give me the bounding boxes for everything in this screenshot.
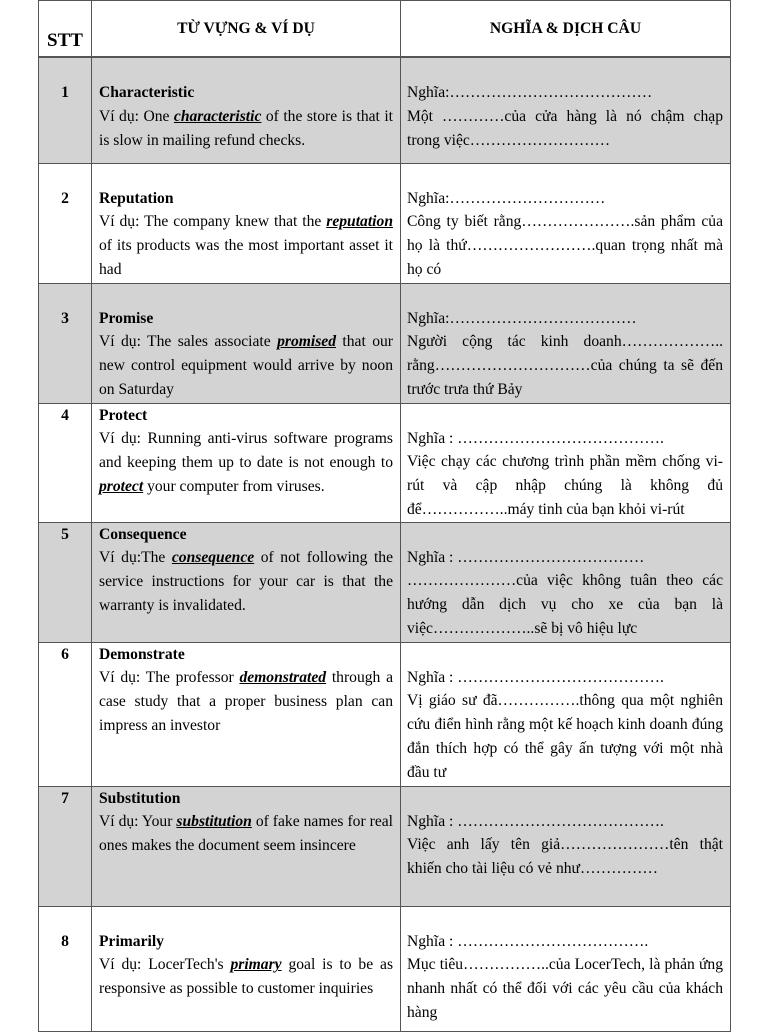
meaning-cell	[401, 283, 731, 403]
keyword: demonstrated	[239, 669, 327, 687]
meaning-line: Nghĩa:…………………………	[407, 189, 606, 207]
row-number: 6	[39, 642, 92, 786]
vocab-word: Demonstrate	[99, 645, 185, 663]
meaning-line: Nghĩa:…………………………………	[407, 84, 653, 101]
keyword: promised	[277, 333, 337, 351]
translation-line: Một …………của cửa hàng là nó chậm chạp trong việc………………………	[407, 107, 723, 149]
table-row	[39, 57, 731, 163]
example-sentence: Ví dụ: Running anti-virus software programs and keeping them up to date is not enough to protect your computer from viruses.	[99, 430, 393, 495]
table-row	[39, 642, 731, 786]
row-number: 4	[39, 403, 92, 522]
vocab-cell	[92, 642, 401, 786]
example-sentence: Ví dụ:The consequence of not following the service instructions for your car is that the warranty is invalidated.	[99, 549, 393, 615]
meaning-cell	[401, 642, 731, 786]
meaning-cell	[401, 57, 731, 163]
translation-line: Mục tiêu……………..của LocerTech, là phản ứng nhanh nhất có thể đối với các yêu cầu của khách hàng	[407, 956, 723, 1022]
meaning-line: Nghĩa:………………………………	[407, 309, 637, 327]
vocabulary-table	[38, 0, 731, 1032]
vocab-word: Protect	[99, 406, 148, 424]
meaning-line: Nghĩa : ………………………………….	[407, 668, 664, 686]
meaning-line: Nghĩa : ………………………………….	[407, 429, 664, 447]
vocab-word: Promise	[99, 309, 154, 327]
table-row	[39, 906, 731, 1031]
row-number: 5	[39, 522, 92, 642]
row-number: 7	[39, 786, 92, 906]
header-meaning: NGHĨA & DỊCH CÂU	[401, 1, 731, 58]
vocab-word: Consequence	[99, 525, 187, 543]
header-stt: STT	[39, 1, 92, 58]
vocab-cell	[92, 403, 401, 522]
meaning-cell	[401, 786, 731, 906]
vocab-cell	[92, 906, 401, 1031]
keyword: consequence	[171, 549, 255, 567]
vocab-word: Reputation	[99, 189, 174, 207]
vocab-cell	[92, 522, 401, 642]
vocab-cell	[92, 57, 401, 163]
table-row	[39, 403, 731, 522]
translation-line: …………………của việc không tuân theo các hướng dẫn dịch vụ cho xe của bạn là việc………………..sẽ bị vô hiệu lực	[407, 572, 723, 638]
vocab-word: Substitution	[99, 789, 181, 807]
keyword: reputation	[326, 213, 393, 231]
example-sentence: Ví dụ: One characteristic of the store is that it is slow in mailing refund checks.	[99, 107, 393, 149]
vocab-cell	[92, 283, 401, 403]
keyword: protect	[99, 477, 144, 495]
meaning-cell	[401, 522, 731, 642]
table-header-row	[39, 1, 731, 58]
meaning-cell	[401, 163, 731, 283]
keyword: substitution	[176, 813, 252, 831]
meaning-cell	[401, 906, 731, 1031]
header-vocab: TỪ VỰNG & VÍ DỤ	[92, 1, 401, 58]
translation-line: Việc chạy các chương trình phần mềm chống vi-rút và cập nhập chúng là không đủ để……………..máy tinh của bạn khỏi vi-rút	[407, 453, 723, 518]
row-number: 8	[39, 906, 92, 1031]
example-sentence: Ví dụ: LocerTech's primary goal is to be as responsive as possible to customer inquiries	[99, 956, 394, 998]
translation-line: Việc anh lấy tên giả…………………tên thật khiến cho tài liệu có vẻ như……………	[407, 836, 723, 878]
keyword: primary	[230, 956, 282, 974]
keyword: characteristic	[173, 107, 262, 125]
example-sentence: Ví dụ: The sales associate promised that our new control equipment would arrive by noon on Saturday	[99, 333, 393, 398]
vocab-word: Primarily	[99, 932, 164, 950]
example-sentence: Ví dụ: Your substitution of fake names for real ones makes the document seem insincere	[99, 813, 393, 855]
example-sentence: Ví dụ: The company knew that the reputation of its products was the most important asset it had	[99, 213, 393, 278]
meaning-line: Nghĩa : ………………………………….	[407, 812, 664, 830]
meaning-line: Nghĩa : ………………………………	[407, 548, 645, 566]
table-row	[39, 786, 731, 906]
example-sentence: Ví dụ: The professor demonstrated through a case study that a proper business plan can impress an investor	[99, 669, 393, 735]
vocab-cell	[92, 163, 401, 283]
translation-line: Vị giáo sư đã…………….thông qua một nghiên cứu điển hình rằng một kế hoạch kinh doanh đúng đắn thích hợp có thể gây ấn tượng với một nhà đầu tư	[407, 692, 723, 781]
table-row	[39, 283, 731, 403]
vocab-word: Characteristic	[99, 84, 195, 101]
translation-line: Người cộng tác kinh doanh……………….. rằng…………………………của chúng ta sẽ đến trước trưa thứ Bảy	[407, 333, 723, 398]
row-number: 3	[39, 283, 92, 403]
table-row	[39, 163, 731, 283]
translation-line: Công ty biết rằng………………….sản phẩm của họ là thứ…………………….quan trọng nhất mà họ có	[407, 213, 723, 278]
table-row	[39, 522, 731, 642]
row-number: 2	[39, 163, 92, 283]
meaning-cell	[401, 403, 731, 522]
meaning-line: Nghĩa : ……………………………….	[407, 932, 649, 950]
row-number: 1	[39, 57, 92, 163]
vocab-cell	[92, 786, 401, 906]
